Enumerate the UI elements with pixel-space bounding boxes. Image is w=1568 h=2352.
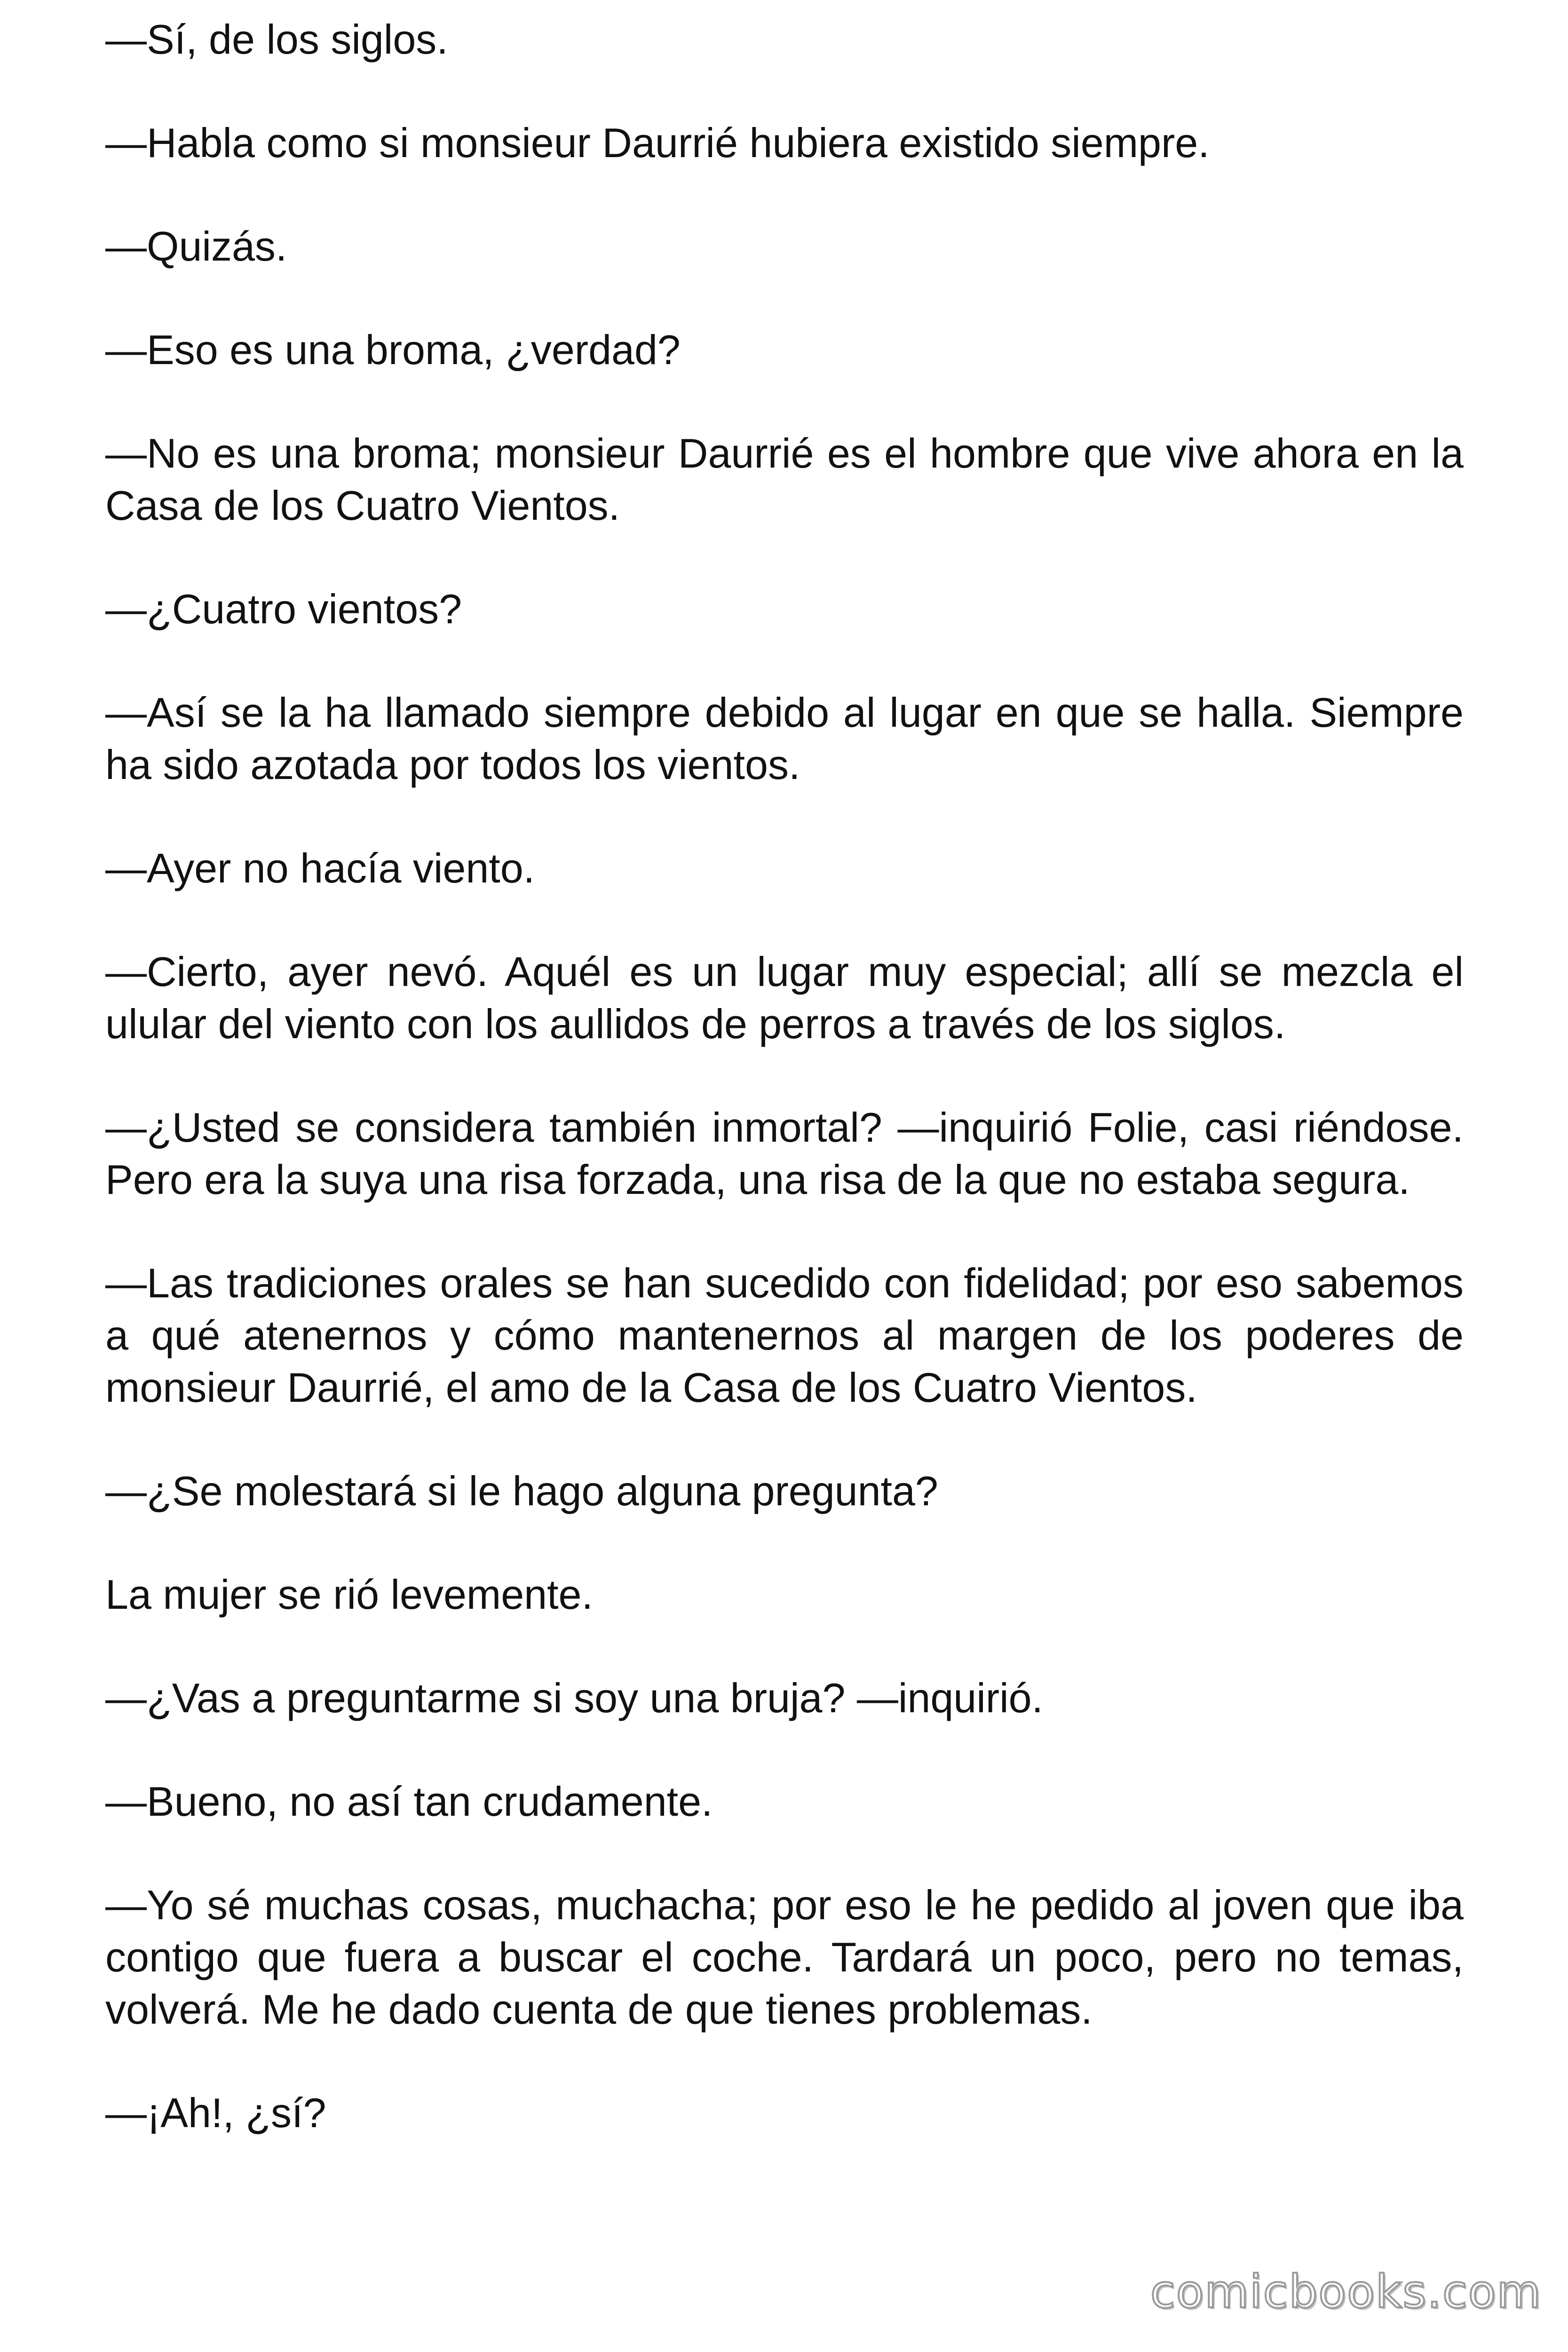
paragraph: La mujer se rió levemente. xyxy=(105,1571,593,1618)
paragraph: —Yo sé muchas cosas, muchacha; por eso le he pedido al joven que iba contigo que fuera a buscar el coche. Tardará un poco, pero no temas, volverá. Me he dado cuenta de que tienes problemas. xyxy=(105,1882,1464,2033)
paragraph: —¿Se molestará si le hago alguna pregunta? xyxy=(105,1468,938,1514)
paragraph: —¡Ah!, ¿sí? xyxy=(105,2090,326,2136)
paragraph: —¿Usted se considera también inmortal? —inquirió Folie, casi riéndose. Pero era la suya una risa forzada, una risa de la que no estaba segura. xyxy=(105,1104,1464,1203)
document-page xyxy=(105,13,1464,2190)
paragraph: —Cierto, ayer nevó. Aquél es un lugar muy especial; allí se mezcla el ulular del viento con los aullidos de perros a través de los siglos. xyxy=(105,948,1464,1047)
watermark: comicbooks.com xyxy=(1150,2265,1542,2318)
paragraph: —Sí, de los siglos. xyxy=(105,16,448,63)
paragraph: —Eso es una broma, ¿verdad? xyxy=(105,326,681,373)
paragraph: —No es una broma; monsieur Daurrié es el hombre que vive ahora en la Casa de los Cuatro Vientos. xyxy=(105,430,1464,529)
paragraph: —Así se la ha llamado siempre debido al lugar en que se halla. Siempre ha sido azotada por todos los vientos. xyxy=(105,689,1464,788)
paragraph: —Habla como si monsieur Daurrié hubiera existido siempre. xyxy=(105,119,1210,166)
paragraph: —Las tradiciones orales se han sucedido con fidelidad; por eso sabemos a qué atenernos y cómo mantenernos al margen de los poderes de monsieur Daurrié, el amo de la Casa de los Cuatro Vientos. xyxy=(105,1260,1464,1411)
paragraph: —Quizás. xyxy=(105,223,287,270)
paragraph: —¿Cuatro vientos? xyxy=(105,586,462,632)
paragraph: —Ayer no hacía viento. xyxy=(105,845,535,891)
paragraph: —¿Vas a preguntarme si soy una bruja? —inquirió. xyxy=(105,1675,1044,1721)
paragraph: —Bueno, no así tan crudamente. xyxy=(105,1778,713,1825)
